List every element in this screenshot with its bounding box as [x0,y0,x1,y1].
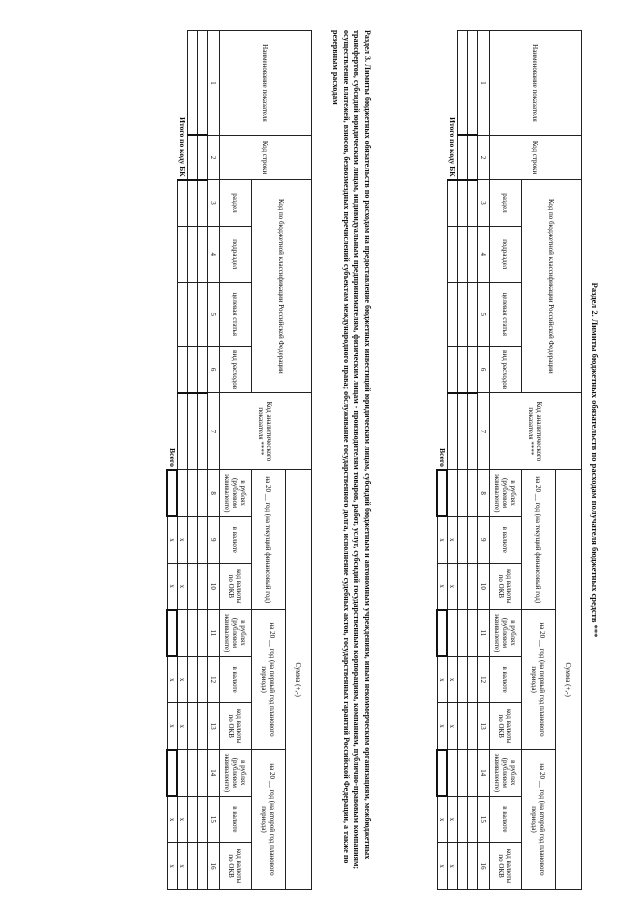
s2-c-rub-2: в рублях (рублевом эквиваленте) [490,610,522,657]
s2-num: 14 [478,750,490,797]
s3-num: 14 [208,750,220,797]
s2-h-cs: целевая статья [490,282,522,346]
s3-h-analytic: Код аналитического показателя **** [220,393,312,470]
s3-num: 2 [208,135,220,179]
s3-num: 16 [208,843,220,890]
s2-x: x [438,703,448,750]
s3-h-razdel: раздел [220,180,252,227]
s3-year1: на 20 __ год (на текущий финансовый год) [252,470,286,610]
s2-num: 11 [478,610,490,657]
s3-c-okv-3: код валюты по ОКВ [220,843,252,890]
s2-x: x [448,796,458,843]
s2-c-okv-3: код валюты по ОКВ [490,843,522,890]
s3-x: x [178,656,188,703]
s3-total: Всего [168,448,178,467]
s3-x: x [168,563,178,610]
s2-num: 7 [478,393,490,470]
s3-num: 8 [208,470,220,517]
s3-h-kbk: Код по бюджетной классификации Российской Федерации [252,180,312,393]
s3-c-val-3: в валюте [220,796,252,843]
s2-num: 16 [478,843,490,890]
section3-title: Раздел 3. Лимиты бюджетных обязательств по расходам на предоставление бюджетных инвестиций юридическим лицам, субсидий бюджетным и автономным учреждениям, иным некоммерческим организациям, межбюджетных трансфертов, субсидий юридическим лицам, индивидуальным предпринимателям, физическим лицам - производителям товаров, работ, услуг, субсидий государственным корпорациям, компаниям, публично-правовым компаниям; осуществление платежей, взносов, безвозмездных перечислений субъектам международного права; обслуживание государственного долга, исполнение судебных актов, государственных гарантий Российской Федерации, а также по резервным расходам [331,30,372,870]
s2-h-razdel: раздел [490,180,522,227]
s3-num: 7 [208,393,220,470]
s2-x: x [438,656,448,703]
s3-x: x [168,656,178,703]
s3-c-rub-3: в рублях (рублевом эквиваленте) [220,750,252,797]
s2-num: 1 [478,31,490,136]
s2-num: 10 [478,563,490,610]
s2-c-okv-2: код валюты по ОКВ [490,703,522,750]
s2-num: 4 [478,226,490,282]
s2-year1: на 20 __ год (на текущий финансовый год) [522,470,556,610]
s3-h-vr: вид расходов [220,346,252,393]
s2-total-bk: Итого по коду БК [448,117,458,177]
s2-x: x [448,516,458,563]
s3-c-rub-1: в рублях (рублевом эквиваленте) [220,470,252,517]
s2-num: 6 [478,346,490,393]
s2-h-code: Код строки [490,135,582,179]
s2-c-val-3: в валюте [490,796,522,843]
s3-year2: на 20 __ год (на первый год планового периода) [252,610,286,750]
s3-num: 4 [208,226,220,282]
s2-c-val-2: в валюте [490,656,522,703]
s3-x: x [178,516,188,563]
s2-c-okv-1: код валюты по ОКВ [490,563,522,610]
s3-num: 12 [208,656,220,703]
s3-total-bk: Итого по коду БК [178,117,188,177]
s3-x: x [178,703,188,750]
s2-x: x [438,516,448,563]
s2-num: 8 [478,470,490,517]
s3-x: x [168,516,178,563]
s3-h-code: Код строки [220,135,312,179]
s2-data-row [468,31,478,890]
s2-total: Всего [438,448,448,467]
s3-num: 10 [208,563,220,610]
section3-table [167,30,313,890]
s2-num: 3 [478,180,490,227]
s3-num: 5 [208,282,220,346]
s2-total-row [438,31,448,890]
s3-x: x [178,563,188,610]
s3-c-val-1: в валюте [220,516,252,563]
s3-total-bk-row [178,31,188,890]
s3-data-row [188,31,198,890]
s2-h-sum: Сумма (+,-) [556,470,582,890]
s3-h-name: Наименование показателя [220,31,312,136]
s2-h-name: Наименование показателя [490,31,582,136]
s3-x: x [178,796,188,843]
s2-x: x [448,656,458,703]
s3-num: 9 [208,516,220,563]
s3-data-row [198,31,208,890]
s3-num: 1 [208,31,220,136]
s2-h-analytic: Код аналитического показателя **** [490,393,582,470]
s3-h-podrazdel: подраздел [220,226,252,282]
s2-c-rub-1: в рублях (рублевом эквиваленте) [490,470,522,517]
s3-year3: на 20 __ год (на второй год планового периода) [252,750,286,890]
s3-c-val-2: в валюте [220,656,252,703]
s2-h-podrazdel: подраздел [490,226,522,282]
section2-title: Раздел 2. Лимиты бюджетных обязательств по расходам получателя бюджетных средств *** [590,282,600,638]
s2-year3: на 20 __ год (на второй год планового периода) [522,750,556,890]
s2-x: x [438,796,448,843]
s2-h-vr: вид расходов [490,346,522,393]
s3-num: 11 [208,610,220,657]
s3-num: 6 [208,346,220,393]
s2-num: 15 [478,796,490,843]
s3-total-row [168,31,178,890]
s3-x: x [168,843,178,890]
s2-x: x [438,563,448,610]
s2-data-row [458,31,468,890]
s2-c-val-1: в валюте [490,516,522,563]
s3-x: x [168,703,178,750]
s2-num: 13 [478,703,490,750]
s2-total-bk-row [448,31,458,890]
s2-num: 9 [478,516,490,563]
s2-x: x [438,843,448,890]
s2-h-kbk: Код по бюджетной классификации Российской Федерации [522,180,582,393]
s3-x: x [178,843,188,890]
s3-c-okv-1: код валюты по ОКВ [220,563,252,610]
s2-x: x [448,843,458,890]
s2-x: x [448,703,458,750]
s3-x: x [168,796,178,843]
s3-h-cs: целевая статья [220,282,252,346]
s2-x: x [448,563,458,610]
s2-num: 2 [478,135,490,179]
s3-h-sum: Сумма (+,-) [286,470,312,890]
s3-c-rub-2: в рублях (рублевом эквиваленте) [220,610,252,657]
s3-num: 3 [208,180,220,227]
s2-year2: на 20 __ год (на первый год планового периода) [522,610,556,750]
s3-num: 13 [208,703,220,750]
s2-num: 12 [478,656,490,703]
s3-c-okv-2: код валюты по ОКВ [220,703,252,750]
section2-table [437,30,583,890]
s2-num: 5 [478,282,490,346]
s2-c-rub-3: в рублях (рублевом эквиваленте) [490,750,522,797]
s3-num: 15 [208,796,220,843]
